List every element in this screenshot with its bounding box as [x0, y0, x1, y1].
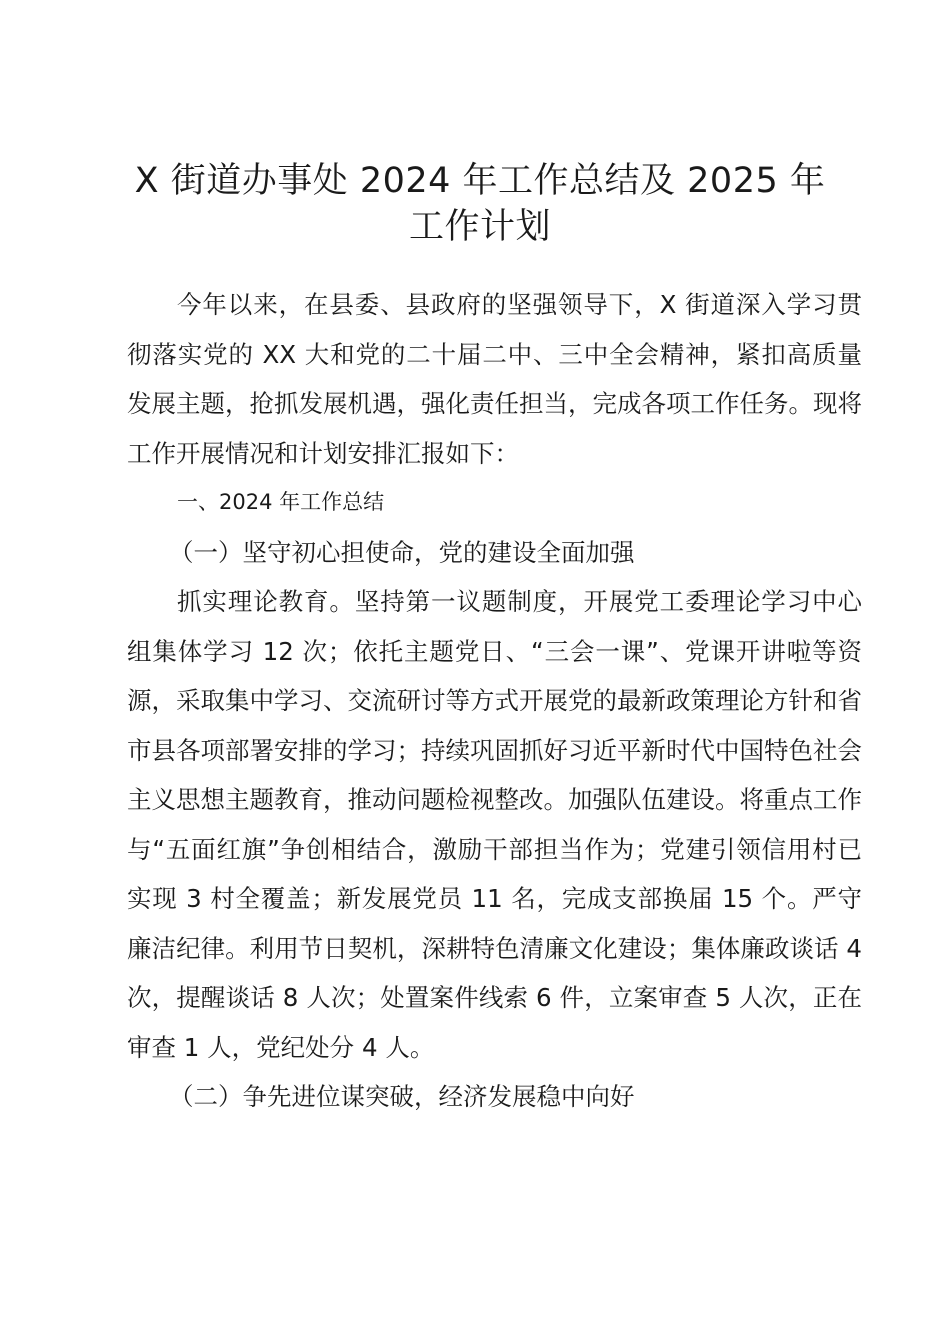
- subsection-1-paragraph: 抓实理论教育。坚持第一议题制度，开展党工委理论学习中心组集体学习 12 次；依托主题党日、“三会一课”、党课开讲啦等资源，采取集中学习、交流研讨等方式开展党的最新政策理论方针和省市县各项部署安排的学习；持续巩固抓好习近平新时代中国特色社会主义思想主题教育，推动问题检视整改。加强队伍建设。将重点工作与“五面红旗”争创相结合，激励干部担当作为；党建引领信用村已实现 3 村全覆盖；新发展党员 11 名，完成支部换届 15 个。严守廉洁纪律。利用节日契机，深耕特色清廉文化建设；集体廉政谈话 4 次，提醒谈话 8 人次；处置案件线索 6 件，立案审查 5 人次，正在审查 1 人，党纪处分 4 人。: [127, 587, 862, 1062]
- subsection-heading-2: （二）争先进位谋突破，经济发展稳中向好: [169, 1082, 635, 1111]
- subsection-heading-1: （一）坚守初心担使命，党的建设全面加强: [169, 537, 635, 567]
- section-heading: 一、2024 年工作总结: [177, 490, 385, 514]
- document-title: X 街道办事处 2024 年工作总结及 2025 年工作计划: [134, 161, 826, 247]
- document-body: [127, 280, 862, 1122]
- intro-paragraph: 今年以来，在县委、县政府的坚强领导下，X 街道深入学习贯彻落实党的 XX 大和党的二十届二中、三中全会精神，紧扣高质量发展主题，抢抓发展机遇，强化责任担当，完成各项工作任务。现将工作开展情况和计划安排汇报如下：: [127, 290, 862, 468]
